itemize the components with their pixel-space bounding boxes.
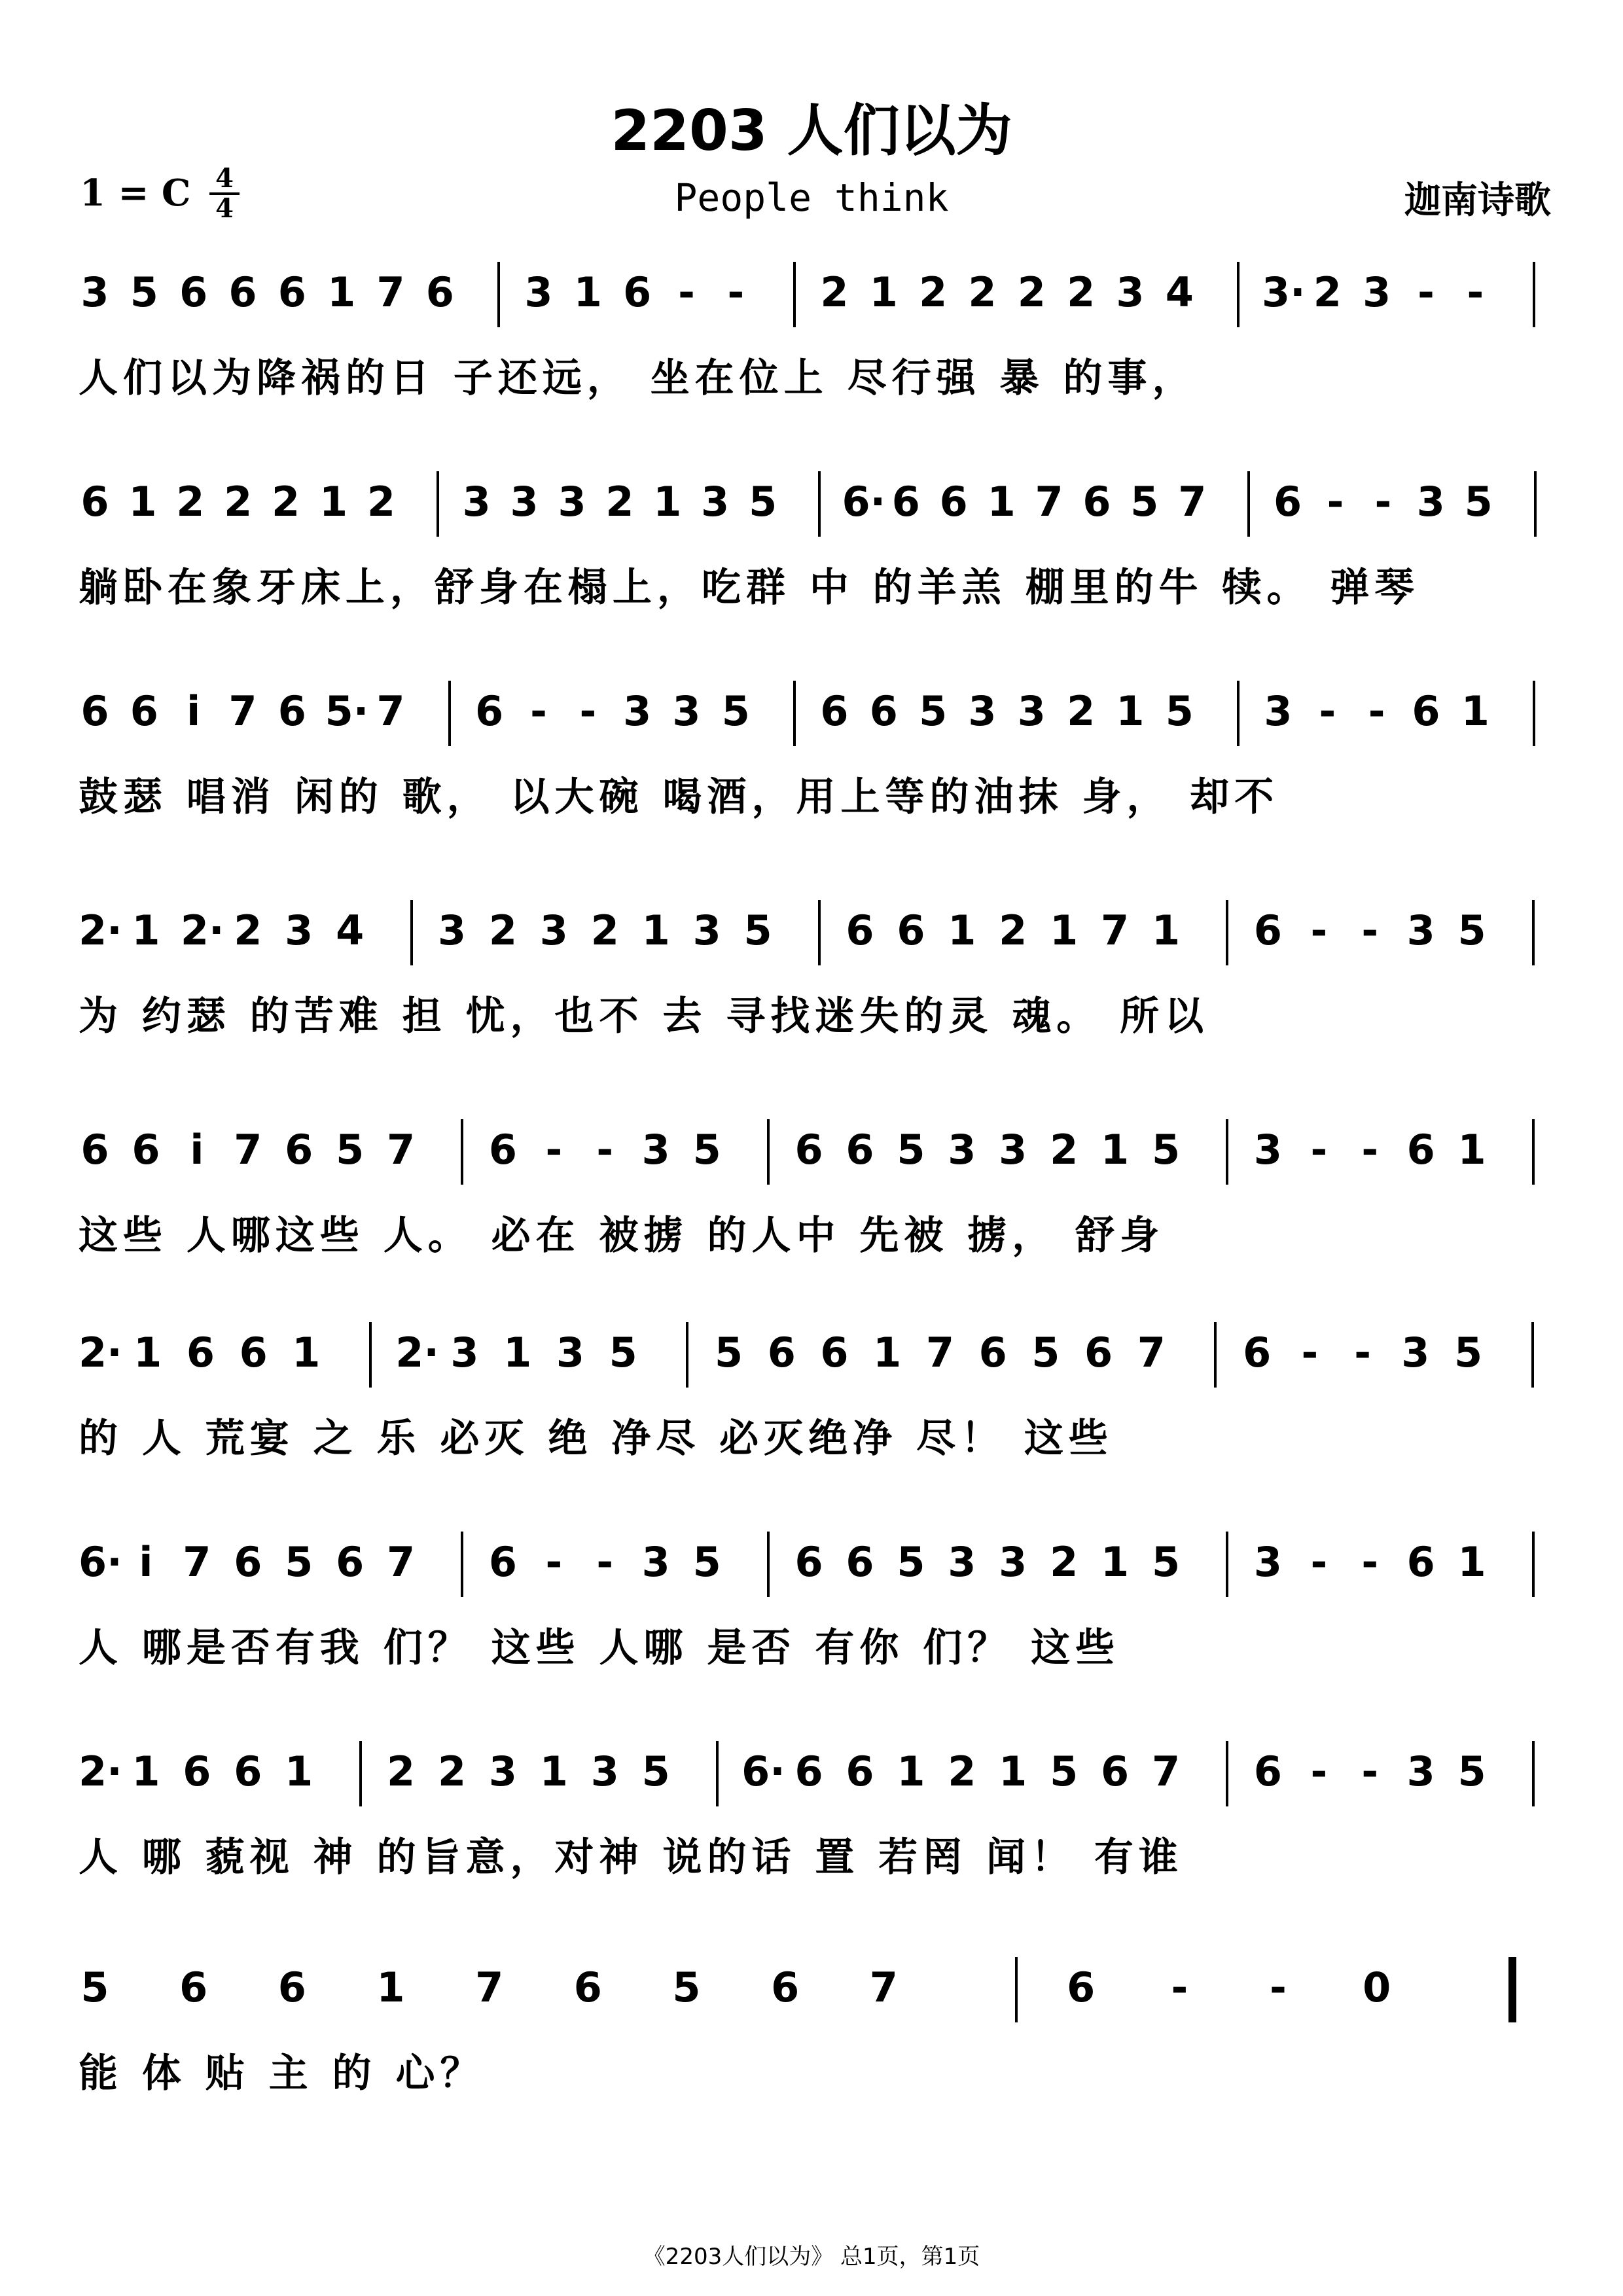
note: 1 (319, 478, 348, 526)
note: 6 (846, 1126, 874, 1174)
note: 3 (1401, 1329, 1430, 1376)
note: 3 (968, 687, 997, 735)
note: - (727, 268, 745, 316)
note: 6 (794, 1538, 823, 1586)
lyric-row: 人 哪 藐视 神 的旨意，对神 说的话 置 若罔 闻！ 有谁 (79, 1835, 1183, 1880)
note: 3 (510, 478, 539, 526)
note: 1 (134, 1329, 162, 1376)
note: - (1368, 687, 1385, 735)
barline (1532, 1119, 1535, 1185)
note: 6 (1274, 478, 1302, 526)
note: 6 (277, 268, 306, 316)
note: 6 (1084, 1329, 1113, 1376)
note: 1 (1461, 687, 1489, 735)
note: 1 (948, 906, 976, 954)
note: 6 (1253, 1748, 1282, 1795)
note: 6 (183, 1748, 211, 1795)
note: 2· (395, 1329, 439, 1376)
barline (1247, 471, 1250, 537)
note: 2 (605, 478, 634, 526)
note: 5 (130, 268, 158, 316)
note: 2 (437, 1748, 467, 1795)
barline (1533, 262, 1535, 327)
note: 6 (1406, 1126, 1435, 1174)
note: 2 (948, 1748, 976, 1795)
note: 2· (180, 906, 224, 954)
note: 2 (387, 1748, 416, 1795)
note: - (1354, 1329, 1371, 1376)
note: 2· (79, 1329, 122, 1376)
barline (448, 681, 451, 746)
note: 3 (1017, 687, 1046, 735)
note: 6 (234, 1538, 262, 1586)
note: 1 (641, 906, 670, 954)
note: 5· (325, 687, 369, 735)
note: 3 (524, 268, 553, 316)
note: 1 (1457, 1126, 1486, 1174)
score-system (79, 1728, 1558, 1918)
note: 5 (641, 1748, 670, 1795)
note: 3 (948, 1538, 976, 1586)
note: - (1361, 1538, 1379, 1586)
note: - (1301, 1329, 1319, 1376)
note: 3 (539, 906, 568, 954)
note: 3 (641, 1538, 670, 1586)
note: 6 (228, 268, 257, 316)
note: 6 (179, 1964, 208, 2011)
note: 7 (475, 1964, 504, 2011)
note: 6 (234, 1748, 262, 1795)
lyric-row: 的 人 荒宴 之 乐 必灭 绝 净尽 必灭绝净 尽！ 这些 (79, 1416, 1113, 1462)
note: - (579, 687, 597, 735)
notes-row (79, 249, 1558, 347)
lyric-row: 能 体 贴 主 的 心？ (79, 2051, 485, 2096)
notes-row (79, 1309, 1558, 1407)
note: 6 (978, 1329, 1007, 1376)
note: 5 (1457, 906, 1486, 954)
note: 7 (1137, 1329, 1166, 1376)
barline (1531, 1322, 1534, 1388)
note: 6 (425, 268, 454, 316)
lyric-row: 为 约瑟 的苦难 担 忧，也不 去 寻找迷失的灵 魂。 所以 (79, 994, 1209, 1039)
note: 1 (573, 268, 602, 316)
note: 6 (794, 1126, 823, 1174)
note: 3 (437, 906, 467, 954)
note: 2 (1067, 687, 1096, 735)
note: 2 (1067, 268, 1096, 316)
note: 1 (897, 1748, 925, 1795)
note: 6 (130, 687, 158, 735)
barline (1226, 1741, 1228, 1806)
note: 6 (897, 906, 925, 954)
note: 3 (1363, 268, 1391, 316)
note: 6 (80, 1126, 109, 1174)
note: 5 (285, 1538, 313, 1586)
note: 3· (1262, 268, 1306, 316)
note: 3 (641, 1126, 670, 1174)
score-system (79, 668, 1558, 857)
note: 5 (721, 687, 750, 735)
note: - (1270, 1964, 1287, 2011)
note: 2 (272, 478, 300, 526)
note: 5 (897, 1126, 925, 1174)
note: 1 (503, 1329, 532, 1376)
barline (497, 262, 500, 327)
note: 6 (1406, 1538, 1435, 1586)
note: 3 (701, 478, 730, 526)
notes-row (79, 1106, 1558, 1204)
note: 7 (387, 1126, 416, 1174)
note: 3 (1416, 478, 1445, 526)
note: 1 (873, 1329, 902, 1376)
note: 2· (79, 906, 122, 954)
score-system (79, 249, 1558, 439)
note: 6 (771, 1964, 800, 2011)
note: 3 (1116, 268, 1145, 316)
note: 2 (1313, 268, 1342, 316)
barline (1532, 1532, 1535, 1597)
barline (1237, 262, 1240, 327)
note: 5 (743, 906, 772, 954)
barline (1226, 1119, 1228, 1185)
lyric-row: 鼓瑟 唱消 闲的 歌， 以大碗 喝酒，用上等的油抹 身， 却不 (79, 774, 1279, 820)
note: 1 (1457, 1538, 1486, 1586)
lyric-row: 躺卧在象牙床上，舒身在榻上，吃群 中 的羊羔 棚里的牛 犊。 弹琴 (79, 565, 1419, 611)
barline (437, 471, 439, 537)
notes-row (79, 887, 1558, 985)
note: 2 (820, 268, 849, 316)
note: 6 (475, 687, 504, 735)
notes-row (79, 668, 1558, 766)
time-signature-bottom: 4 (215, 193, 234, 224)
note: - (545, 1126, 563, 1174)
note: 1 (999, 1748, 1027, 1795)
note: - (1418, 268, 1435, 316)
note: - (1361, 1126, 1379, 1174)
note: 1 (376, 1964, 405, 2011)
note: 3 (623, 687, 652, 735)
note: 4 (336, 906, 365, 954)
note: 6 (846, 1538, 874, 1586)
note: 3 (948, 1126, 976, 1174)
note: - (1374, 478, 1392, 526)
note: - (545, 1538, 563, 1586)
notes-row (79, 1944, 1558, 2042)
note: 5 (80, 1964, 109, 2011)
note: 6 (1082, 478, 1111, 526)
note: 3 (556, 1329, 584, 1376)
note: 6 (80, 478, 109, 526)
note: 6 (846, 906, 874, 954)
note: 3 (672, 687, 701, 735)
lyric-row: 人们以为降祸的日 子还远， 坐在位上 尽行强 暴 的事， (79, 355, 1197, 401)
note: 3 (999, 1126, 1027, 1174)
note: 7 (1151, 1748, 1181, 1795)
note: - (1310, 1748, 1328, 1795)
note: 1 (869, 268, 898, 316)
note: 7 (183, 1538, 211, 1586)
note: 2 (968, 268, 997, 316)
note: - (1310, 1538, 1328, 1586)
barline (716, 1741, 719, 1806)
note: 5 (749, 478, 777, 526)
barline (767, 1532, 770, 1597)
note: 6 (573, 1964, 602, 2011)
note: 1 (292, 1329, 321, 1376)
note: 6 (285, 1126, 313, 1174)
barline (1015, 1957, 1018, 2022)
barline (767, 1119, 770, 1185)
note: 5 (1454, 1329, 1483, 1376)
note: 2 (366, 478, 395, 526)
time-signature-top: 4 (215, 163, 234, 194)
note: 6 (1243, 1329, 1272, 1376)
note: 6 (1067, 1964, 1096, 2011)
note: 5 (672, 1964, 701, 2011)
barline (818, 471, 821, 537)
note: 3 (450, 1329, 479, 1376)
note: 1 (1101, 1538, 1130, 1586)
note: 6 (623, 268, 652, 316)
note: 5 (1031, 1329, 1060, 1376)
note: 3 (590, 1748, 619, 1795)
note: 2 (590, 906, 619, 954)
barline (1226, 900, 1228, 965)
note: 6 (767, 1329, 796, 1376)
note: 5 (1050, 1748, 1079, 1795)
note: 5 (336, 1126, 365, 1174)
note: 2 (488, 906, 517, 954)
note: 5 (1151, 1538, 1181, 1586)
note: 6 (939, 478, 968, 526)
note: 1 (128, 478, 157, 526)
note: 3 (1264, 687, 1293, 735)
notes-row (79, 1518, 1558, 1617)
barline (369, 1322, 372, 1388)
note: 7 (1035, 478, 1063, 526)
barline (1533, 681, 1535, 746)
score-system (79, 1944, 1558, 2134)
note: 7 (376, 687, 405, 735)
note: 6 (820, 687, 849, 735)
barline (410, 900, 413, 965)
note: 7 (234, 1126, 262, 1174)
note: - (1319, 687, 1336, 735)
note: 6 (277, 687, 306, 735)
note: 6 (794, 1748, 823, 1795)
note: - (678, 268, 695, 316)
score-system (79, 1106, 1558, 1296)
note: 4 (1165, 268, 1194, 316)
note: 7 (925, 1329, 954, 1376)
note: 1 (285, 1748, 313, 1795)
note: 1 (1151, 906, 1181, 954)
notes-row (79, 1728, 1558, 1826)
note: 3 (462, 478, 491, 526)
barline (1532, 900, 1535, 965)
note: i (190, 1126, 204, 1174)
note: - (1327, 478, 1344, 526)
note: 1 (1116, 687, 1145, 735)
note: 6 (1101, 1748, 1130, 1795)
note: - (530, 687, 547, 735)
note: 1 (539, 1748, 568, 1795)
note: 6 (1412, 687, 1440, 735)
note: 3 (1253, 1126, 1282, 1174)
note: 3 (285, 906, 313, 954)
note: 3 (1253, 1538, 1282, 1586)
final-barline (1508, 1957, 1516, 2022)
note: 3 (558, 478, 586, 526)
note: - (1361, 906, 1379, 954)
song-author: 迦南诗歌 (1404, 179, 1551, 222)
note: 2 (176, 478, 205, 526)
note: - (1171, 1964, 1188, 2011)
note: 5 (1130, 478, 1159, 526)
note: 3 (1406, 1748, 1435, 1795)
song-subtitle: People think (674, 175, 949, 220)
barline (1237, 681, 1240, 746)
note: 6 (846, 1748, 874, 1795)
note: 5 (692, 1126, 721, 1174)
barline (359, 1741, 362, 1806)
note: 1 (653, 478, 682, 526)
note: 7 (1178, 478, 1207, 526)
note: 3 (1406, 906, 1435, 954)
note: 6 (820, 1329, 849, 1376)
note: 6 (277, 1964, 306, 2011)
note: 5 (609, 1329, 637, 1376)
note: - (596, 1126, 614, 1174)
note: i (139, 1538, 153, 1586)
note: 5 (1151, 1126, 1181, 1174)
note: 3 (692, 906, 721, 954)
note: - (1310, 1126, 1328, 1174)
note: - (1310, 906, 1328, 954)
note: 2 (224, 478, 253, 526)
note: 1 (1101, 1126, 1130, 1174)
note: - (1361, 1748, 1379, 1795)
note: 6 (488, 1538, 517, 1586)
note: 2 (1050, 1538, 1079, 1586)
note: 5 (1165, 687, 1194, 735)
barline (793, 262, 796, 327)
note: 6 (239, 1329, 268, 1376)
note: 7 (387, 1538, 416, 1586)
note: 7 (228, 687, 257, 735)
note: 1 (327, 268, 356, 316)
note: 6 (336, 1538, 365, 1586)
note: 6 (1253, 906, 1282, 954)
note: 2· (79, 1748, 122, 1795)
note: 2 (999, 906, 1027, 954)
note: 6 (869, 687, 898, 735)
note: 3 (488, 1748, 517, 1795)
note: 2 (1050, 1126, 1079, 1174)
note: 6 (891, 478, 920, 526)
note: 5 (1464, 478, 1493, 526)
note: 6· (741, 1748, 785, 1795)
score-system (79, 1309, 1558, 1499)
barline (818, 900, 821, 965)
song-title: 2203 人们以为 (611, 98, 1012, 164)
note: 5 (714, 1329, 743, 1376)
note: 2 (234, 906, 262, 954)
barline (461, 1119, 463, 1185)
score-system (79, 887, 1558, 1077)
note: 6 (132, 1126, 160, 1174)
note: 5 (1457, 1748, 1486, 1795)
note: 5 (919, 687, 948, 735)
barline (1532, 1741, 1535, 1806)
barline (686, 1322, 688, 1388)
note: 6 (186, 1329, 215, 1376)
note: 5 (692, 1538, 721, 1586)
barline (1534, 471, 1537, 537)
barline (1214, 1322, 1217, 1388)
note: 5 (897, 1538, 925, 1586)
note: 1 (132, 1748, 160, 1795)
note: 3 (80, 268, 109, 316)
note: 7 (1101, 906, 1130, 954)
note: 6· (79, 1538, 122, 1586)
page-footer: 《2203人们以为》 总1页，第1页 (643, 2244, 980, 2270)
barline (461, 1532, 463, 1597)
note: 2 (919, 268, 948, 316)
score-system (79, 458, 1558, 648)
lyric-row: 这些 人哪这些 人。 必在 被掳 的人中 先被 掳， 舒身 (79, 1213, 1165, 1259)
score-system (79, 1518, 1558, 1708)
note: 0 (1363, 1964, 1391, 2011)
note: 3 (999, 1538, 1027, 1586)
note: 1 (1050, 906, 1079, 954)
note: 1 (132, 906, 160, 954)
note: 2 (1017, 268, 1046, 316)
note: - (1467, 268, 1484, 316)
note: 7 (376, 268, 405, 316)
note: 6 (488, 1126, 517, 1174)
lyric-row: 人 哪是否有我 们？ 这些 人哪 是否 有你 们？ 这些 (79, 1625, 1120, 1671)
note: 6· (842, 478, 886, 526)
note: 6 (179, 268, 208, 316)
notes-row (79, 458, 1558, 556)
barline (1226, 1532, 1228, 1597)
key-signature: 1 = C (80, 171, 191, 215)
note: - (596, 1538, 614, 1586)
note: 1 (987, 478, 1016, 526)
barline (793, 681, 796, 746)
note: 7 (869, 1964, 898, 2011)
note: i (187, 687, 201, 735)
note: 6 (80, 687, 109, 735)
